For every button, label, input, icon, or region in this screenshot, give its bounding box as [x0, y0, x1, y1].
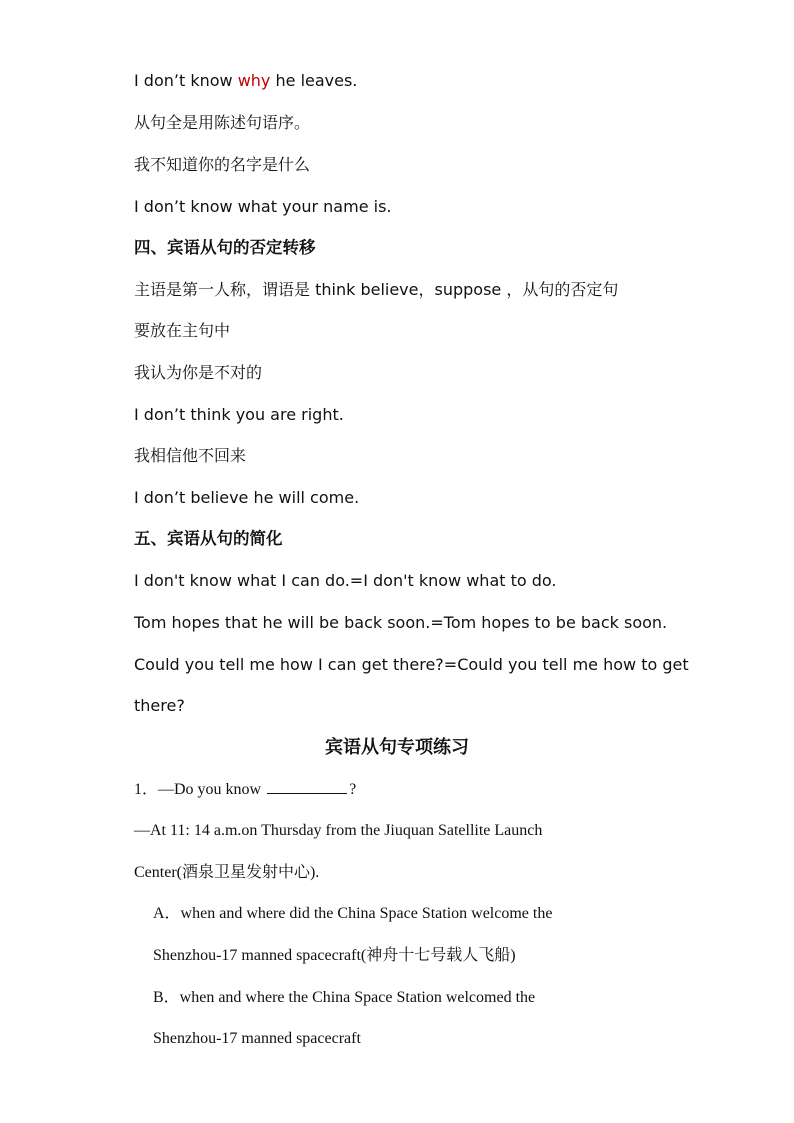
chinese-example: 我相信他不回来	[134, 446, 247, 465]
simplification-example-line2: there?	[134, 696, 185, 715]
option-b-line1: B．when and where the China Space Station welcomed the	[153, 989, 536, 1006]
simplification-example-line1: Could you tell me how I can get there?=Could you tell me how to get	[134, 655, 689, 674]
sentence-end: he leaves.	[270, 71, 358, 90]
english-example: I don’t believe he will come.	[134, 488, 360, 507]
chinese-example: 我不知道你的名字是什么	[134, 155, 311, 174]
section-heading-simplification: 五、宾语从句的简化	[134, 529, 283, 548]
sentence-start: I don’t know	[134, 71, 238, 90]
simplification-example: Tom hopes that he will be back soon.=Tom hopes to be back soon.	[134, 613, 668, 632]
simplification-example: I don't know what I can do.=I don't know what to do.	[134, 571, 557, 590]
section-heading-negation: 四、宾语从句的否定转移	[134, 238, 316, 257]
english-example: I don’t think you are right.	[134, 405, 344, 424]
answer-blank	[267, 779, 347, 794]
option-a-line1: A．when and where did the China Space Station welcome the	[153, 905, 553, 922]
chinese-example: 我认为你是不对的	[134, 363, 263, 382]
negation-rule-line1: 主语是第一人称，谓语是 think believe，suppose ，从句的否定句	[134, 280, 619, 299]
option-b-line2: Shenzhou-17 manned spacecraft	[153, 1030, 361, 1047]
answer-line2: Center(酒泉卫星发射中心).	[134, 864, 320, 881]
highlighted-word: why	[237, 71, 271, 90]
example-sentence-why	[134, 70, 357, 92]
english-example: I don’t know what your name is.	[134, 197, 392, 216]
question-1	[134, 779, 356, 801]
question-text: 1．—Do you know	[134, 781, 266, 798]
rule-note: 从句全是用陈述句语序。	[134, 113, 311, 132]
question-mark: ?	[349, 781, 357, 798]
negation-rule-line2: 要放在主句中	[134, 321, 231, 340]
option-a-line2: Shenzhou-17 manned spacecraft(神舟十七号载人飞船)	[153, 947, 516, 964]
answer-line1: —At 11: 14 a.m.on Thursday from the Jiuquan Satellite Launch	[134, 822, 543, 839]
exercise-title: 宾语从句专项练习	[325, 737, 469, 758]
